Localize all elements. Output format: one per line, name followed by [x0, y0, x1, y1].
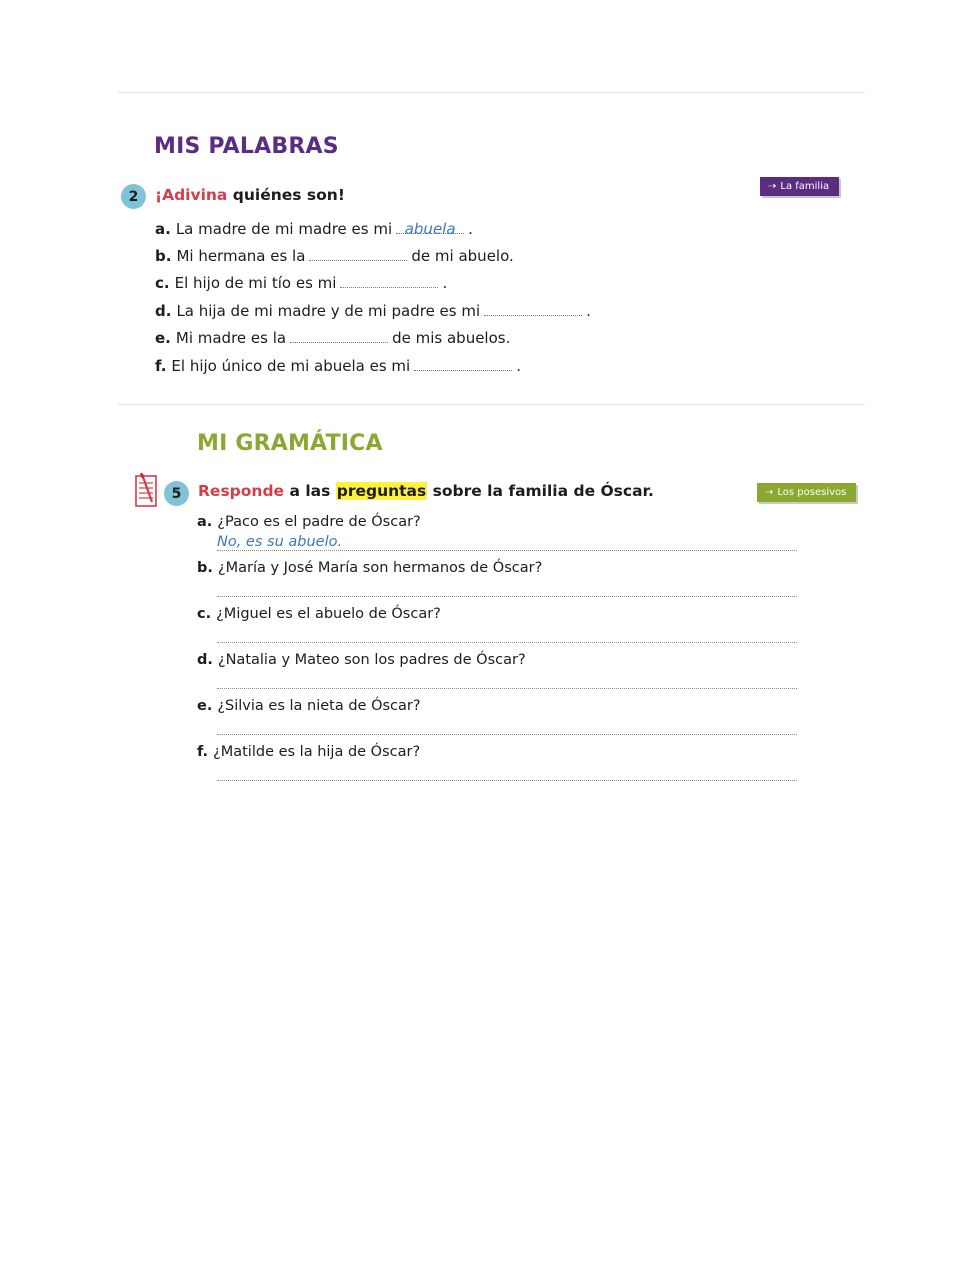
item-text: El hijo único de mi abuela es mi — [171, 357, 411, 375]
fill-blank[interactable] — [484, 301, 582, 316]
fill-blank[interactable] — [414, 356, 512, 371]
instruction-keyword: ¡Adivina — [155, 186, 228, 204]
question-letter: d. — [197, 652, 213, 668]
question-item — [197, 560, 542, 576]
item-text-after: de mis abuelos. — [392, 329, 511, 347]
item-text-after: . — [442, 274, 448, 292]
reference-tag-los-posesivos[interactable] — [757, 483, 856, 502]
answer-text: No, es su abuelo. — [217, 534, 343, 550]
section-title-mis-palabras: MIS PALABRAS — [154, 134, 339, 159]
exercise-instruction — [155, 186, 345, 204]
dotted-arrow-icon: ⇢ — [765, 487, 774, 498]
item-letter: a. — [155, 220, 171, 238]
question-text: ¿Miguel es el abuelo de Óscar? — [216, 606, 441, 622]
answer-line[interactable] — [217, 642, 797, 643]
item-letter: e. — [155, 329, 171, 347]
exercise-number-badge: 5 — [164, 481, 189, 506]
item-text: La hija de mi madre y de mi padre es mi — [176, 302, 481, 320]
fill-blank[interactable]: abuela — [396, 219, 464, 234]
question-letter: f. — [197, 744, 209, 760]
exercise-item — [155, 246, 514, 266]
answer-line[interactable] — [217, 734, 797, 735]
section-title-mi-gramatica: MI GRAMÁTICA — [197, 431, 383, 456]
item-text: El hijo de mi tío es mi — [174, 274, 337, 292]
answer-line[interactable] — [217, 688, 797, 689]
item-letter: d. — [155, 302, 172, 320]
question-letter: e. — [197, 698, 213, 714]
question-text: ¿Silvia es la nieta de Óscar? — [217, 698, 421, 714]
item-letter: c. — [155, 274, 170, 292]
exercise-item — [155, 301, 591, 321]
dotted-arrow-icon: ⇢ — [768, 181, 777, 192]
fill-blank[interactable] — [340, 273, 438, 288]
item-text: La madre de mi madre es mi — [175, 220, 393, 238]
instruction-text: a las — [284, 482, 336, 500]
exercise-item — [155, 273, 447, 293]
question-letter: b. — [197, 560, 213, 576]
item-text-after: . — [516, 357, 521, 375]
notebook-pencil-icon — [133, 472, 161, 510]
question-item — [197, 652, 526, 668]
item-letter: f. — [155, 357, 167, 375]
section-divider — [117, 404, 865, 405]
instruction-text-end: sobre la familia de Óscar. — [427, 482, 654, 500]
item-text: Mi madre es la — [175, 329, 287, 347]
question-item — [197, 606, 441, 622]
fill-blank[interactable] — [290, 328, 388, 343]
reference-tag-la-familia[interactable] — [760, 177, 839, 196]
question-letter: c. — [197, 606, 212, 622]
instruction-highlight: preguntas — [336, 482, 427, 500]
exercise-instruction — [198, 482, 654, 500]
answer-line[interactable] — [217, 780, 797, 781]
item-text-after: . — [468, 220, 473, 238]
question-text: ¿Matilde es la hija de Óscar? — [213, 744, 421, 760]
item-letter: b. — [155, 247, 172, 265]
question-letter: a. — [197, 514, 213, 530]
fill-blank[interactable] — [309, 246, 407, 261]
exercise-item — [155, 219, 473, 239]
item-text-after: . — [586, 302, 591, 320]
instruction-text: quiénes son! — [227, 186, 345, 204]
item-text: Mi hermana es la — [176, 247, 306, 265]
answer-line[interactable] — [217, 596, 797, 597]
top-divider — [117, 92, 865, 93]
exercise-item — [155, 356, 521, 376]
tag-label: Los posesivos — [777, 487, 847, 498]
exercise-item — [155, 328, 510, 348]
instruction-keyword: Responde — [198, 482, 285, 500]
question-text: ¿Paco es el padre de Óscar? — [217, 514, 421, 530]
question-text: ¿Natalia y Mateo son los padres de Óscar? — [217, 652, 526, 668]
exercise-number-badge: 2 — [121, 184, 146, 209]
question-item — [197, 744, 420, 760]
answer-line[interactable] — [217, 550, 797, 551]
question-item — [197, 514, 421, 530]
question-item — [197, 698, 421, 714]
item-text-after: de mi abuelo. — [411, 247, 514, 265]
question-text: ¿María y José María son hermanos de Óscar? — [217, 560, 543, 576]
tag-label: La familia — [780, 181, 830, 192]
